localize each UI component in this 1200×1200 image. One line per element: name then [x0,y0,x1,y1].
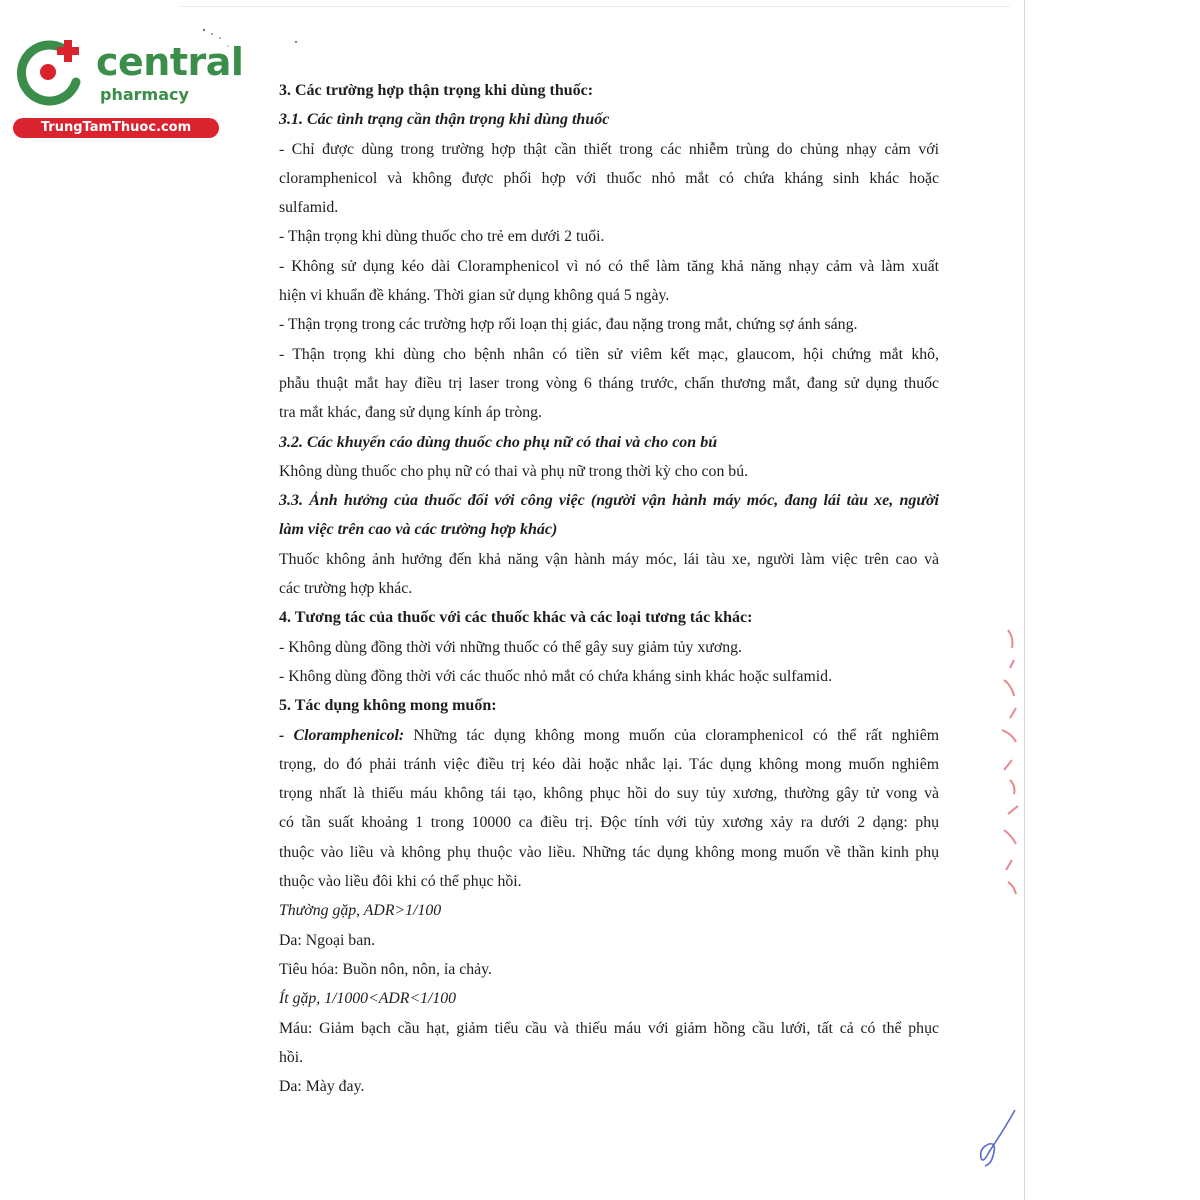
text-line: - Thận trọng trong các trường hợp rối loạn thị giác, đau nặng trong mắt, chứng sợ ánh sáng. [279,316,858,334]
text-line: - Thận trọng khi dùng thuốc cho trẻ em dưới 2 tuổi. [279,228,605,246]
text-line: các trường hợp khác. [279,580,413,598]
text-line: tra mắt khác, đang sử dụng kính áp tròng. [279,404,543,422]
text-line: - Không dùng đồng thời với những thuốc có thể gây suy giảm tủy xương. [279,638,742,656]
text-line: hồi. [279,1048,304,1066]
frequency-label-common: Thường gặp, ADR>1/100 [279,902,442,920]
logo-name: central [96,40,244,84]
document-body [279,76,939,1101]
text-line: trọng nhất là thiếu máu không tái tạo, không phục hồi do suy tủy xương, thường gây tử vong và [279,785,939,803]
stamp-fragment [990,620,1030,900]
signature-mark [975,1108,1025,1168]
text-line: - Không dùng đồng thời với các thuốc nhỏ mắt có chứa kháng sinh khác hoặc sulfamid. [279,667,833,685]
heading-section-3-2: 3.2. Các khuyến cáo dùng thuốc cho phụ nữ có thai và cho con bú [279,433,718,451]
text-line: có tần suất khoảng 1 trong 10000 ca điều trị. Độc tính với tủy xương xảy ra dưới 2 dạng: phụ [279,814,939,832]
text-line: - Không sử dụng kéo dài Cloramphenicol vì nó có thể làm tăng khả năng nhạy cảm và làm xuất [279,257,939,275]
page-right-edge [1024,0,1025,1200]
text-line: hiện vi khuẩn đề kháng. Thời gian sử dụng không quá 5 ngày. [279,287,670,305]
text-line: thuộc vào liều và không phụ thuộc vào liều. Những tác dụng không mong muốn về thần kinh phụ [279,843,939,861]
text-line: Tiêu hóa: Buồn nôn, nôn, ỉa chảy. [279,960,492,978]
central-pharmacy-logo[interactable] [10,38,244,138]
page-top-edge [180,6,1010,7]
logo-subtitle: pharmacy [100,85,189,104]
heading-section-5: 5. Tác dụng không mong muốn: [279,697,497,715]
text-line: Da: Mày đay. [279,1078,365,1096]
text-line: Không dùng thuốc cho phụ nữ có thai và phụ nữ trong thời kỳ cho con bú. [279,462,749,480]
text-line: cloramphenicol và không được phối hợp với thuốc nhỏ mắt có chứa kháng sinh khác hoặc [279,169,939,187]
text-line: sulfamid. [279,199,339,217]
text-line: - Thận trọng khi dùng cho bệnh nhân có tiền sử viêm kết mạc, glaucom, hội chứng mắt khô, [279,345,939,363]
heading-section-3-3-continued: làm việc trên cao và các trường hợp khác) [279,521,558,539]
heading-section-3-3: 3.3. Ảnh hưởng của thuốc đối với công việc (người vận hành máy móc, đang lái tàu xe, người [279,492,939,510]
text-line: Da: Ngoại ban. [279,931,376,949]
text-line-with-lead [279,721,939,750]
frequency-label-uncommon: Ít gặp, 1/1000<ADR<1/100 [279,990,457,1008]
heading-section-4: 4. Tương tác của thuốc với các thuốc khác và các loại tương tác khác: [279,609,753,627]
text-line: Máu: Giảm bạch cầu hạt, giảm tiểu cầu và thiếu máu với giảm hồng cầu lưới, tất cả có thể phục [279,1019,939,1037]
text-line: thuộc vào liều đôi khi có thể phục hồi. [279,873,522,891]
heading-section-3: 3. Các trường hợp thận trọng khi dùng thuốc: [279,82,594,99]
text-line: phẫu thuật mắt hay điều trị laser trong vòng 6 tháng trước, chấn thương mắt, đang sử dụng thuốc [279,374,939,392]
lead-term: - Cloramphenicol: [279,726,405,744]
logo-url-badge[interactable]: TrungTamThuoc.com [13,118,219,138]
pharmacy-cross-logo-icon [10,38,90,108]
heading-section-3-1: 3.1. Các tình trạng cần thận trọng khi dùng thuốc [279,111,610,129]
lead-text: Những tác dụng không mong muốn của cloramphenicol có thể rất nghiêm [404,726,939,744]
text-line: - Chỉ được dùng trong trường hợp thật cần thiết trong các nhiễm trùng do chủng nhạy cảm với [279,140,939,158]
text-line: Thuốc không ảnh hưởng đến khả năng vận hành máy móc, lái tàu xe, người làm việc trên cao và [279,550,939,568]
text-line: trọng, do đó phải tránh việc điều trị kéo dài hoặc nhắc lại. Tác dụng không mong muốn nghiêm [279,755,939,773]
